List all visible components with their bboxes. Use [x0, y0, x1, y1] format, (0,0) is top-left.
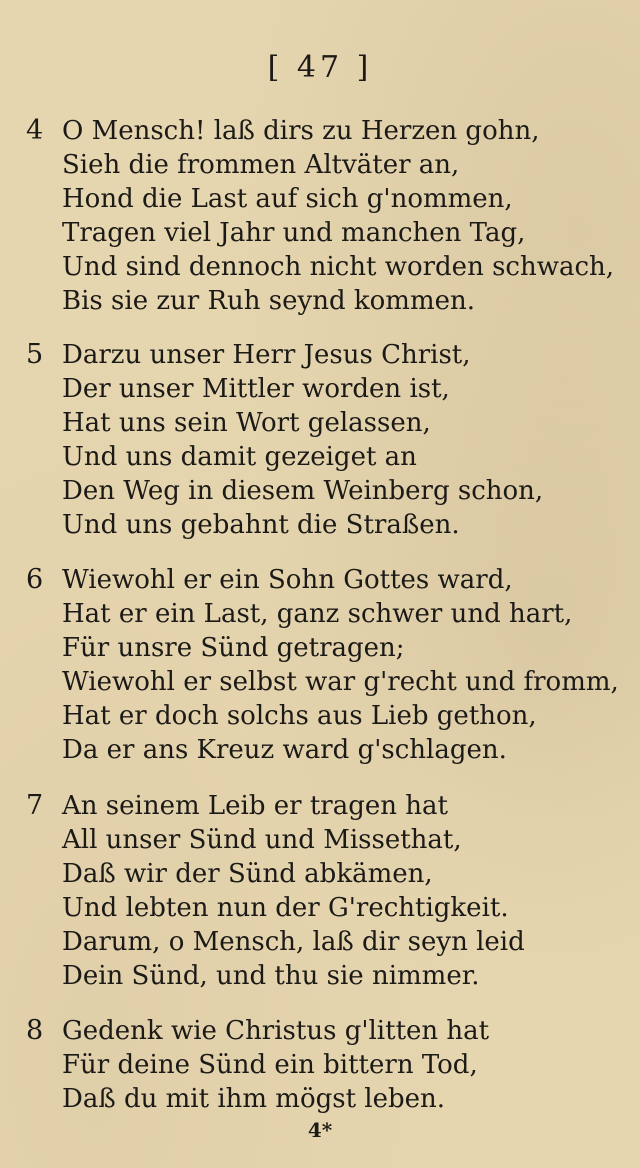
verse-line: Darzu unser Herr Jesus Christ, [62, 340, 471, 370]
verse-line: Und uns gebahnt die Straßen. [62, 510, 460, 540]
verse-line: Da er ans Kreuz ward g'schlagen. [62, 735, 507, 765]
signature-mark: 4* [307, 1118, 333, 1142]
verse-line: All unser Sünd und Missethat, [62, 825, 462, 855]
verse-line: Hat er ein Last, ganz schwer und hart, [62, 599, 573, 629]
verse-line: Wiewohl er selbst war g'recht und fromm, [62, 667, 619, 697]
page-number: [ 47 ] [267, 50, 373, 85]
verse-line: Den Weg in diesem Weinberg schon, [62, 476, 544, 506]
verse-number: 5 [26, 339, 44, 370]
verse-line: Darum, o Mensch, laß dir seyn leid [62, 927, 525, 957]
verse-line: Und uns damit gezeiget an [62, 442, 417, 472]
verse-number: 8 [26, 1015, 44, 1046]
verse-line: Sieh die frommen Altväter an, [62, 150, 460, 180]
verse-line: Der unser Mittler worden ist, [62, 374, 450, 404]
verse-line: Für deine Sünd ein bittern Tod, [62, 1050, 478, 1080]
verse-line: Daß wir der Sünd abkämen, [62, 859, 433, 889]
verse-line: Hond die Last auf sich g'nommen, [62, 184, 513, 214]
verse-line: Für unsre Sünd getragen; [62, 633, 405, 663]
verse-line: Wiewohl er ein Sohn Gottes ward, [62, 565, 513, 595]
verse-line: Daß du mit ihm mögst leben. [62, 1084, 446, 1114]
verse-line: Gedenk wie Christus g'litten hat [62, 1016, 490, 1046]
verse-number: 7 [26, 790, 44, 821]
verse-line: Und sind dennoch nicht worden schwach, [62, 252, 615, 282]
verse-line: Und lebten nun der G'rechtigkeit. [62, 893, 509, 923]
verse-line: Hat uns sein Wort gelassen, [62, 408, 431, 438]
verse-line: Bis sie zur Ruh seynd kommen. [62, 286, 475, 316]
verse-number: 6 [26, 564, 44, 595]
verse-line: Hat er doch solchs aus Lieb gethon, [62, 701, 537, 731]
verse-line: Dein Sünd, und thu sie nimmer. [62, 961, 480, 991]
verse-number: 4 [26, 115, 44, 146]
verse-line: Tragen viel Jahr und manchen Tag, [62, 218, 526, 248]
verse-line: O Mensch! laß dirs zu Herzen gohn, [62, 116, 540, 146]
verse-line: An seinem Leib er tragen hat [62, 791, 448, 821]
